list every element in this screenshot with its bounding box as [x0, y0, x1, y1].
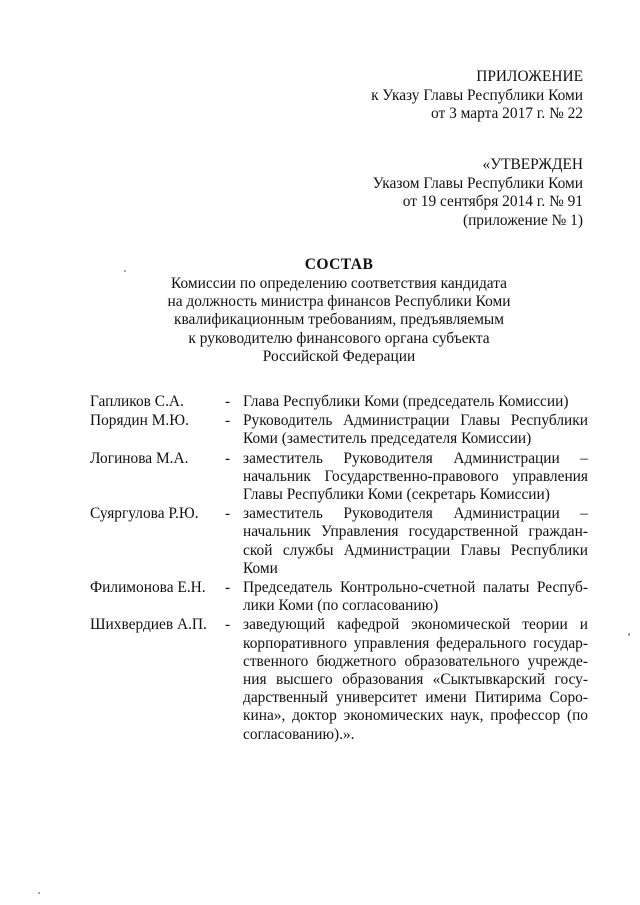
appendix-line: ПРИЛОЖЕНИЕ — [476, 68, 583, 85]
member-role-line: начальник Государственно-правового управления — [243, 467, 588, 485]
member-dash: - — [225, 505, 231, 523]
approved-line: (приложение № 1) — [462, 211, 583, 229]
member-name: Гапликов С.А. — [90, 393, 184, 410]
member-role-line: ской службы Администрации Главы Республики — [243, 541, 588, 559]
subtitle-line: квалификационным требованиям, предъявляемым — [173, 311, 505, 329]
member-row — [90, 450, 588, 505]
document-subtitle — [88, 275, 590, 366]
member-role-line: Коми — [243, 559, 278, 577]
appendix-header — [371, 68, 583, 124]
member-row — [90, 505, 588, 578]
member-role-line: согласованию).». — [243, 725, 355, 743]
member-role-line: корпоративного управления федерального государ- — [243, 634, 588, 652]
member-role-line: начальник Управления государственной граждан- — [243, 523, 588, 541]
subtitle-line: Российской Федерации — [262, 347, 416, 365]
member-role-line: заместитель Руководителя Администрации – — [243, 449, 588, 467]
member-name: Логинова М.А. — [90, 449, 189, 467]
scan-speck — [38, 892, 40, 894]
member-dash: - — [225, 616, 231, 634]
member-name: Шихвердиев А.П. — [90, 616, 207, 634]
member-role-line: Главы Республики Коми (секретарь Комиссии) — [243, 486, 550, 504]
member-row — [90, 412, 588, 448]
commission-members-list — [90, 393, 588, 745]
member-role-line: кина», доктор экономических наук, профессор (по — [243, 707, 588, 725]
document-title-block — [88, 255, 590, 366]
member-role — [243, 505, 588, 578]
member-role-line: дарственный университет имени Питирима Соро- — [243, 689, 588, 707]
member-dash: - — [225, 393, 231, 410]
subtitle-line: к руководителю финансового органа субъекта — [188, 329, 490, 347]
member-role-line: Руководитель Администрации Главы Республики — [243, 412, 588, 430]
member-role — [243, 393, 588, 411]
member-role-line: ственного бюджетного образовательного учрежде- — [243, 652, 588, 670]
member-role-line: ния высшего образования «Сыктывкарский госу- — [243, 671, 588, 689]
member-role — [243, 616, 588, 743]
member-role-line: заведующий кафедрой экономической теории и — [243, 616, 588, 634]
member-name: Порядин М.Ю. — [90, 412, 189, 430]
member-role-line: Коми (заместитель председателя Комиссии) — [243, 430, 532, 448]
subtitle-line: на должность министра финансов Республики Коми — [167, 293, 511, 311]
member-role — [243, 450, 588, 505]
approved-line: Указом Главы Республики Коми — [372, 174, 583, 192]
approved-stamp-block — [373, 156, 583, 230]
member-role-line: Председатель Контрольно-счетной палаты Респуб- — [243, 579, 588, 597]
member-dash: - — [225, 412, 231, 430]
member-role — [243, 412, 588, 448]
scan-speck — [124, 270, 126, 272]
member-dash: - — [225, 579, 231, 597]
subtitle-line: Комиссии по определению соответствия кандидата — [171, 275, 507, 292]
member-row — [90, 393, 588, 411]
member-name: Филимонова Е.Н. — [90, 579, 206, 597]
member-name: Суяргулова Р.Ю. — [90, 505, 199, 523]
member-row — [90, 616, 588, 743]
document-title: СОСТАВ — [304, 256, 374, 273]
appendix-line: к Указу Главы Республики Коми — [371, 86, 583, 104]
member-row — [90, 579, 588, 615]
approved-line: «УТВЕРЖДЕН — [482, 156, 583, 173]
member-role-line: заместитель Руководителя Администрации – — [243, 505, 588, 523]
member-role-line: Глава Республики Коми (председатель Комиссии) — [243, 393, 569, 410]
scan-speck — [628, 633, 630, 636]
appendix-line: от 3 марта 2017 г. № 22 — [431, 105, 583, 122]
member-role — [243, 579, 588, 615]
member-dash: - — [225, 449, 231, 467]
member-role-line: лики Коми (по согласованию) — [243, 597, 439, 615]
approved-line: от 19 сентября 2014 г. № 91 — [402, 193, 583, 210]
